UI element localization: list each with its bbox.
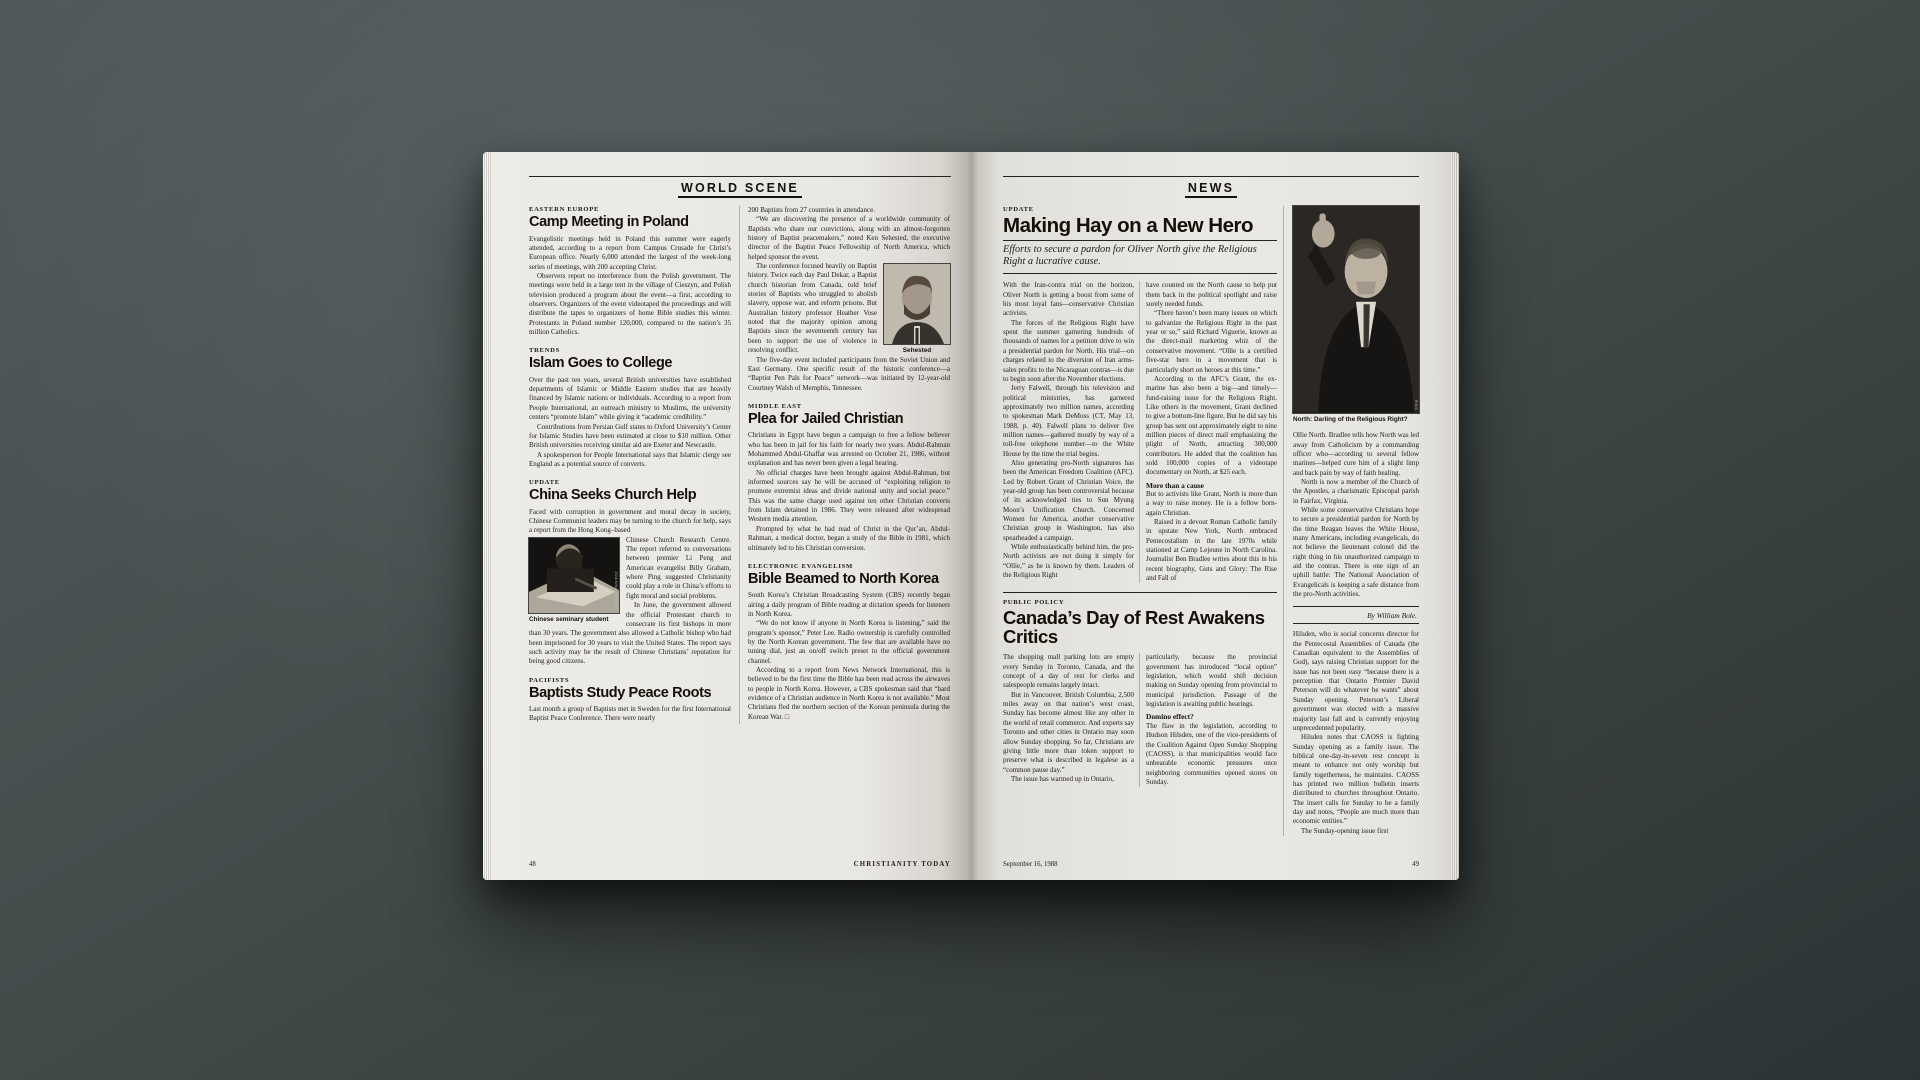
photo-oliver-north xyxy=(1293,206,1419,423)
page-number: 49 xyxy=(1412,861,1419,868)
photo-illustration xyxy=(1293,206,1419,413)
paragraph: Hilsden, who is social concerns director for the Pentecostal Assemblies of Canada (the Canadian equivalent to the Assemblies of God), says raising Christian support for the issue has not been easy “because there is a perception that Ontario Premier David Peterson will do whatever he wants” about Sunday opening. Peterson’s Liberal government was elected with a massive majority last fall and is currently enjoying unprecedented popularity. xyxy=(1293,630,1419,732)
paragraph: have counted on the North cause to help put them back in the political spotlight and raise sorely needed funds. xyxy=(1146,281,1277,309)
article-headline: China Seeks Church Help xyxy=(529,487,697,504)
paragraph: particularly, because the provincial government has introduced “local option” legislation, which would shift decision making on Sunday opening from provincial to municipal jurisdiction. Passage of the legislation is awaiting public hearings. xyxy=(1146,653,1277,709)
section-title: WORLD SCENE xyxy=(678,180,802,198)
article-canadas-day-of-rest xyxy=(1003,592,1277,787)
photo-caption: North: Darling of the Religious Right? xyxy=(1293,415,1408,423)
article-making-hay-on-a-new-hero xyxy=(1003,206,1277,583)
page-number: 48 xyxy=(529,861,536,868)
left-page-column-2 xyxy=(739,206,950,724)
photo-caption: Sehested xyxy=(902,346,932,354)
kicker: PACIFISTS xyxy=(529,676,570,684)
paragraph: While some conservative Christians hope to secure a presidential pardon for North by the time Reagan leaves the White House, many Americans, including evangelicals, do not believe the lieutenant colonel did the right thing in his unauthorized campaign to aid the contras. There is one sign of an uphill battle: The National Association of Evangelicals is keeping a safe distance from the pro-North activities. xyxy=(1293,505,1419,599)
paragraph: The issue has warmed up in Ontario, xyxy=(1011,774,1114,783)
paragraph: According to the AFC’s Grant, the ex-marine has also been a big—and timely—fund-raising issue for the Religious Right. Like others in the movement, Grant declined to give a bottom-line figure. But he did say his group has sent out approximately eight to nine million pieces of direct mail emphasizing the plight of North, attracting 300,000 contributors. He added that the coalition has sold 100,000 copies of a videotape documentary on North, at $25 each. xyxy=(1146,374,1277,477)
paragraph: Observers report no interference from the Polish government. The meetings were held in a large tent in the village of Cieszyn, and Polish television produced a program about the event—a first, according to observers. Organizers of the event videotaped the proceedings and will distribute the tapes to organizers of home Bible studies this winter. Protestants in Poland number 120,000, compared to the nation’s 35 million Catholics. xyxy=(529,271,731,336)
paragraph: Contributions from Persian Gulf states to Oxford University’s Center for Islamic Studies have been estimated at close to $10 million. Other British universities receiving similar aid are Exeter and Newcastle. xyxy=(529,422,731,450)
second-column-3 xyxy=(1293,630,1419,836)
article-islam-goes-to-college xyxy=(529,347,731,469)
right-page-footer xyxy=(1003,861,1419,868)
subhead-domino-effect: Domino effect? xyxy=(1146,712,1194,722)
paragraph: Also generating pro-North signatures has been the American Freedom Coalition (AFC). Led by Robert Grant of Christian Voice, the year-old group has been controversial because of its acknowledged ties to Sun Myung Moon’s Unification Church. Concerned Women for America, another conservative Christian group in Washington, has also spearheaded a campaign. xyxy=(1003,458,1134,542)
photo-image xyxy=(884,264,950,344)
top-rule xyxy=(529,176,951,177)
baptists-article-continuation-2 xyxy=(748,262,950,393)
photo-image xyxy=(1293,206,1419,413)
lead-column-2 xyxy=(1139,281,1277,583)
photo-chinese-seminary-student xyxy=(529,538,619,624)
second-headline: Canada’s Day of Rest Awakens Critics xyxy=(1003,607,1265,648)
paragraph: But in Vancouver, British Columbia, 2,500 miles away on that nation’s west coast, Sunday has become almost like any other in the world of retail commerce. And experts say Toronto and other cities in Ontario may soon allow Sunday shopping. So far, Christians are giving little more than token support to preserve what is described in legalese as a “common pause day.” xyxy=(1003,690,1134,774)
paragraph: Evangelistic meetings held in Poland this summer were eagerly attended, according to a report from Campus Crusade for Christ’s European office. Nearly 6,000 attended the largest of the week-long series of meetings, with 200 accepting Christ. xyxy=(529,234,731,271)
article-headline: Camp Meeting in Poland xyxy=(529,214,689,230)
kicker: UPDATE xyxy=(1003,206,1034,213)
kicker: UPDATE xyxy=(529,479,560,487)
byline: By William Bole. xyxy=(1293,606,1419,624)
paragraph: Raised in a devout Roman Catholic family in upstate New York, North embraced Pentecostalism in the late 1970s while stationed at Camp Lejeune in North Carolina. Journalist Ben Bradlee writes about this in his recent biography, Guts and Glory: The Rise and Fall of xyxy=(1146,518,1277,583)
photo-credit: RNS xyxy=(1414,400,1419,411)
right-page-column-3 xyxy=(1283,206,1419,836)
lead-column-3 xyxy=(1293,431,1419,599)
article-headline: Plea for Jailed Christian xyxy=(748,410,904,427)
article-body xyxy=(529,235,731,338)
paragraph: Chinese Church Research Centre. The report referred to conversations between premier Li Peng and American evangelist Billy Graham, where Ping suggested Christianity could play a role in China’s efforts to fight moral and social problems. xyxy=(626,535,731,600)
baptists-article-continuation xyxy=(748,206,950,262)
article-camp-meeting-in-poland xyxy=(529,206,731,337)
article-headline: Bible Beamed to North Korea xyxy=(748,570,939,587)
paragraph: But to activists like Grant, North is more than a way to raise money. He is a fellow born-again Christian. xyxy=(1146,489,1277,517)
paragraph: “We are discovering the presence of a worldwide community of Baptists who share our convictions, along with an almost-forgotten history of Baptist peacemakers,” noted Ken Sehested, the executive director of the Baptist Peace Fellowship of North America, which helped sponsor the event. xyxy=(748,215,950,261)
paragraph: With the Iran-contra trial on the horizon, Oliver North is getting a boost from some of his most loyal fans—conservative Christian activists. xyxy=(1003,281,1134,318)
lead-column-1 xyxy=(1003,281,1134,583)
photo-credit: JOANNA PINNEO xyxy=(614,571,619,612)
photo-image xyxy=(529,538,619,614)
left-page-column-1 xyxy=(529,206,731,724)
article-plea-for-jailed-christian xyxy=(748,403,950,553)
section-header-news xyxy=(1003,179,1419,198)
paragraph: Christians in Egypt have begun a campaign to free a fellow believer who has been in jail for his faith for nearly two years. Abdul-Rahman Mohammed Abdul-Ghaffar was arrested on October 21, 1986, without explanation and has never been given a legal hearing. xyxy=(748,431,950,468)
second-column-2 xyxy=(1139,653,1277,787)
article-headline: Islam Goes to College xyxy=(529,355,673,372)
paragraph: Jerry Falwell, through his television and political ministries, has garnered approximately two million names, according to spokesman Mark DeMoss (CT, May 13, 1988, p. 40). Falwell plans to deliver five million names—gathered mostly by way of a toll-free telephone number—to the White House by the time the trial begins. xyxy=(1003,384,1134,458)
paragraph: Prompted by what he had read of Christ in the Qur’an, Abdul-Rahman, a medical doctor, began a study of the Bible in 1981, which ultimately led to his Christian conversion. xyxy=(748,524,950,552)
publication-name: CHRISTIANITY TODAY xyxy=(853,861,951,868)
paragraph: Last month a group of Baptists met in Sweden for the first International Baptist Peace Conference. There were nearly xyxy=(529,705,731,723)
paragraph: “We do not know if anyone in North Korea is listening,” said the program’s sponsor,” Peter Lee. Radio ownership is carefully controlled by the North Korean government. The few that are available have no tuning dial, just an on/off switch preset to the official government channel. xyxy=(748,619,950,665)
article-body xyxy=(748,431,950,552)
photo-credit: RNS xyxy=(945,331,950,343)
kicker: PUBLIC POLICY xyxy=(1003,599,1065,607)
photo-illustration xyxy=(884,264,950,344)
right-page xyxy=(971,152,1459,880)
magazine-spread xyxy=(483,152,1459,880)
kicker: TRENDS xyxy=(529,347,560,355)
kicker: ELECTRONIC EVANGELISM xyxy=(748,562,853,570)
article-body xyxy=(529,508,731,667)
photo-caption: Chinese seminary student xyxy=(529,615,609,623)
top-rule xyxy=(1003,176,1419,177)
paragraph: While enthusiastically behind him, the pro-North activists are not doing it simply for “Ollie,” as he is known by them. Leaders of the Religious Right xyxy=(1003,543,1134,580)
paragraph: The five-day event included participants from the Soviet Union and East Germany. One specific result of the historic conference—a “Baptist Pen Pals for Peace” network—was initiated by 12-year-old Courtney Walsh of Memphis, Tennessee. xyxy=(748,355,950,392)
article-body xyxy=(529,705,731,724)
left-page-footer xyxy=(529,861,951,868)
paragraph: South Korea’s Christian Broadcasting System (CBS) recently began airing a daily program of Bible reading at dictation speeds for listeners in North Korea. xyxy=(748,591,950,619)
paragraph: Faced with corruption in government and moral decay in society, Chinese Communist leaders may be turning to the church for help, says a report from the Hong Kong–based xyxy=(529,507,731,535)
article-baptists-study-peace-roots xyxy=(529,677,731,724)
article-china-seeks-church-help xyxy=(529,479,731,666)
paragraph: Ollie North. Bradlee tells how North was led away from Catholicism by a commanding officer who—according to several fellow marines—helped cure him of a slight limp and back pain by way of faith healing. xyxy=(1293,431,1419,477)
second-column-1 xyxy=(1003,653,1134,787)
paragraph: The forces of the Religious Right have spent the summer garnering hundreds of thousands of names for a petition drive to win a presidential pardon for North. His trial—on charges related to the diversion of Iran arms-sales profits to the Nicaraguan contras—is due to begin soon after the November elections. xyxy=(1003,318,1134,383)
paragraph: The conference focused heavily on Baptist history. Twice each day Paul Dekar, a Baptist church historian from Canada, told brief stories of Baptists who struggled to abolish slavery, oppose war, and reform prisons. But Australian history professor Heather Vose noted that the majority opinion among Baptists since the seventeenth century has been to support the use of violence in resolving conflict. xyxy=(748,262,877,355)
article-body xyxy=(529,376,731,469)
lead-article-area xyxy=(1003,206,1277,836)
paragraph: No official charges have been brought against Abdul-Rahman, but informed sources say he will be accused of “exploiting religion to promote extremist ideas and divide national unity and social peace.” This was the same charge used against ten other Christian converts from Islam detained in 1986. They were released after widespread Western media attention. xyxy=(748,468,950,524)
article-bible-beamed-to-north-korea xyxy=(748,563,950,722)
paragraph: The shopping mall parking lots are empty every Sunday in Toronto, Canada, and the concept of a day of rest for clerks and salespeople remains largely intact. xyxy=(1003,653,1134,690)
article-headline: Baptists Study Peace Roots xyxy=(529,684,712,701)
paragraph: A spokesperson for People International says that Islamic clergy see England as a potential source of converts. xyxy=(529,450,731,468)
paragraph: The Sunday-opening issue first xyxy=(1301,826,1389,835)
paragraph: North is now a member of the Church of the Apostles, a charismatic Episcopal parish in Fairfax, Virginia. xyxy=(1293,477,1419,505)
paragraph: In June, the government allowed the official Protestant church to consecrate its first bishops in more than 30 years. The government also allowed a Catholic bishop who had been imprisoned for 30 years to visit the United States. The report says such activity may be the result of Chinese Christians’ reputation for being good citizens. xyxy=(529,601,731,666)
left-page xyxy=(483,152,971,880)
section-title: NEWS xyxy=(1185,180,1237,198)
paragraph: According to a report from News Network International, this is believed to be the first time the Bible has been read across the airwaves to people in North Korea. However, a CBS spokesman said that “hard evidence of a Christian audience in North Korea is not available.” Most Christians fled the northern section of the Korean peninsula during the Korean War. □ xyxy=(748,666,950,721)
paragraph: 200 Baptists from 27 countries in attendance. xyxy=(748,206,875,214)
paragraph: The flaw in the legislation, according to Hudson Hilsden, one of the vice-presidents of the Coalition Against Open Sunday Shopping (CAOSS), is that municipalities would face unbearable economic pressures once neighboring communities opened stores on Sunday. xyxy=(1146,721,1277,786)
lead-headline: Making Hay on a New Hero xyxy=(1003,215,1277,241)
subhead-more-than-a-cause: More than a cause xyxy=(1146,480,1204,490)
lead-deck: Efforts to secure a pardon for Oliver North give the Religious Right a lucrative cause. xyxy=(1003,241,1277,274)
article-body xyxy=(748,591,950,722)
kicker: EASTERN EUROPE xyxy=(529,206,600,213)
photo-sehested xyxy=(884,264,950,354)
kicker: MIDDLE EAST xyxy=(748,402,802,410)
photo-illustration xyxy=(529,538,619,614)
paragraph: “There haven’t been many issues on which to galvanize the Religious Right in the past year or so,” said Richard Viguerie, known as the direct-mail marketing whiz of the conservative movement. “Ollie is a certified five-star hero in a movement that is particularly short on heroes at this time.” xyxy=(1146,309,1277,374)
section-header-world-scene xyxy=(529,179,951,198)
paragraph: Over the past ten years, several British universities have established departments of Islamic or Middle Eastern studies that are heavily financed by Islamic nations or individuals. According to a report from People International, an outreach ministry to Muslims, the university centers “promote Islam” while giving it “academic credibility.” xyxy=(529,375,731,422)
paragraph: Hilsden notes that CAOSS is fighting Sunday opening as a family issue. The biblical one-day-in-seven rest concept is meant to enhance not only worship but family togetherness, he maintains. CAOSS has printed two million bulletin inserts distributed to churches throughout Ontario. The insert calls for Sunday to be a family day and notes, “People are much more than economic entities.” xyxy=(1293,733,1419,826)
issue-date: September 16, 1988 xyxy=(1003,861,1058,868)
